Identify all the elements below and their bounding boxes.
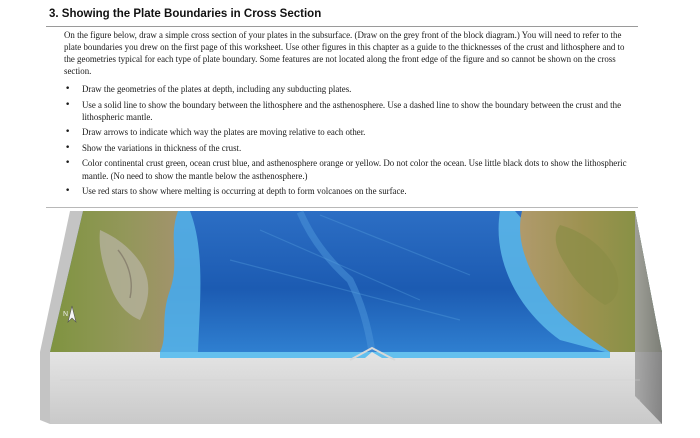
list-item: [64, 83, 640, 95]
list-item: [64, 99, 640, 123]
list-item: [64, 126, 640, 138]
compass-label: N: [63, 311, 69, 318]
bullet-icon: •: [65, 84, 71, 94]
block-front-face: [50, 352, 662, 424]
list-item: [64, 157, 640, 181]
list-item-text: Draw arrows to indicate which way the plates are moving relative to each other.: [82, 127, 366, 138]
instructions-paragraph: On the figure below, draw a simple cross section of your plates in the subsurface. (Draw on the grey front of the block diagram.) You will need to refer to the plate boundaries you drew on the first page of this worksheet. Use other figures in this chapter as a guide to the thicknesses of the crust and lithosphere and to the geometries typical for each type of plate boundary. Some features are not located along the front edge of the figure and so cannot be shown on the cross section.: [64, 30, 625, 77]
list-item: [64, 185, 640, 197]
list-item-text: Draw the geometries of the plates at depth, including any subducting plates.: [82, 84, 352, 94]
list-item-text: Use red stars to show where melting is occurring at depth to form volcanoes on the surface.: [82, 186, 407, 197]
block-diagram-figure: [0, 207, 700, 438]
bullet-icon: •: [65, 127, 71, 138]
bullet-icon: •: [65, 99, 71, 110]
title-divider: [46, 26, 638, 27]
bullet-icon: •: [65, 158, 71, 169]
block-side-face: [635, 211, 662, 424]
bullet-icon: •: [65, 186, 71, 197]
list-item-text: Show the variations in thickness of the crust.: [82, 142, 242, 153]
section-title: 3. Showing the Plate Boundaries in Cross Section: [49, 8, 322, 20]
list-item-text: Color continental crust green, ocean crust blue, and asthenosphere orange or yellow. Do not color the ocean. Use little black dots to show the lithospheric mantle. (No need to show the mantle below the asthenosphere.): [82, 158, 627, 181]
bullet-icon: •: [65, 142, 71, 153]
instructions-list: [64, 83, 640, 201]
list-item-text: Use a solid line to show the boundary between the lithosphere and the asthenosphere. Use a dashed line to show the boundary between the crust and the lithospheric mantle.: [82, 99, 622, 122]
list-item: [64, 142, 640, 154]
